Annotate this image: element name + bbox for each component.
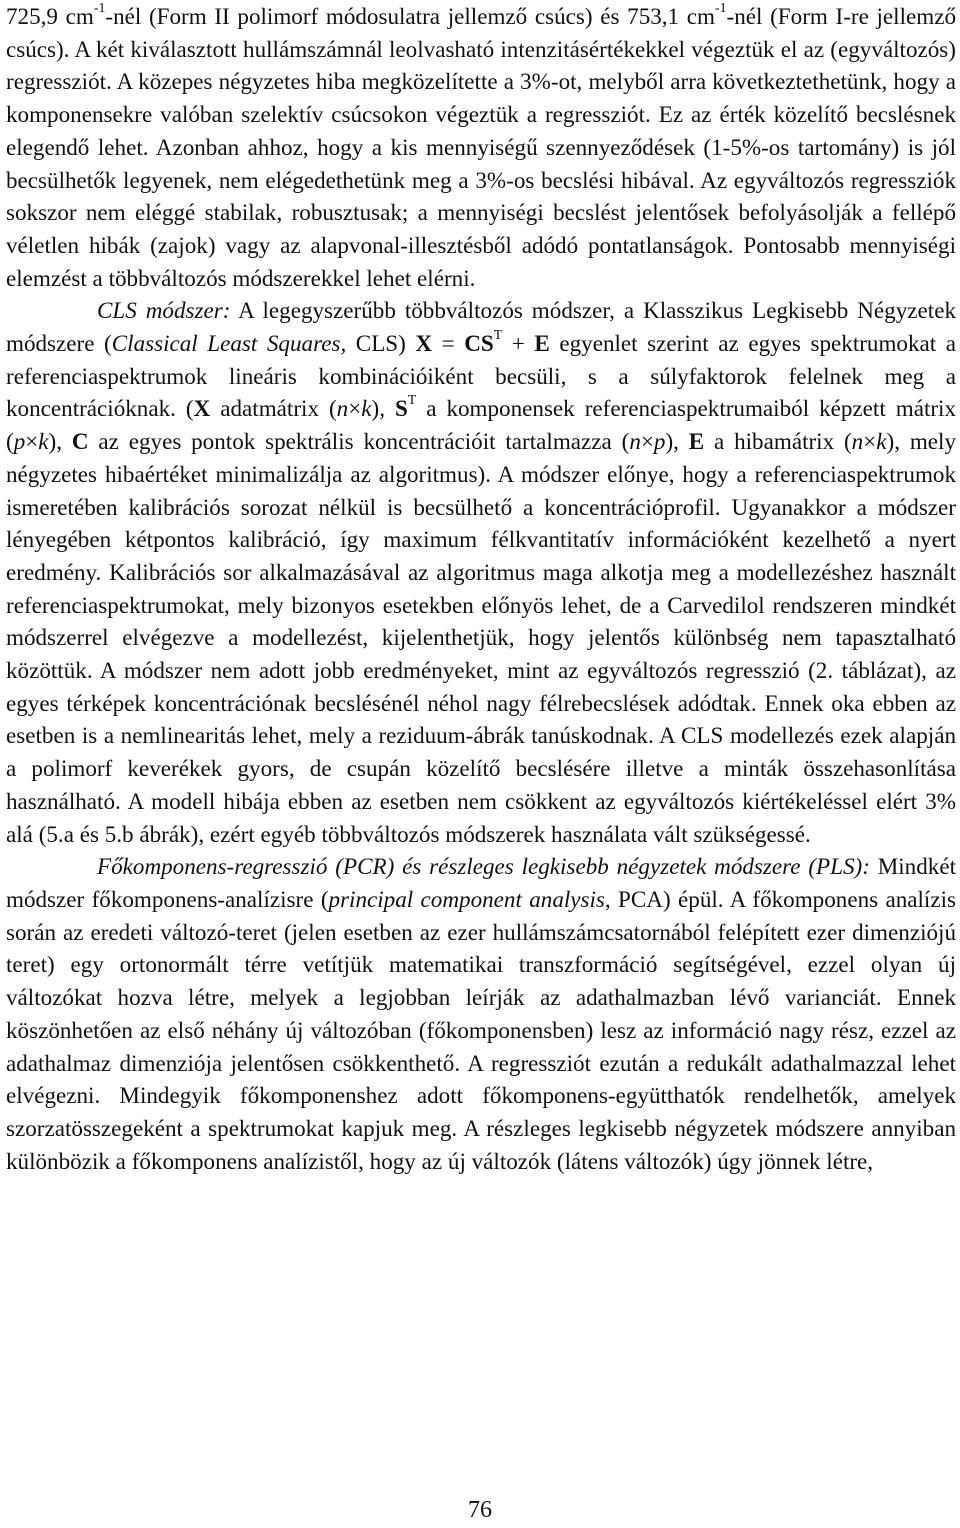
matrix-symbol: X <box>415 330 433 357</box>
text-span: a komponensek referenciaspektrumaiból képzett mátrix ( <box>6 395 957 455</box>
paragraph-regression-intro <box>6 0 956 294</box>
text-span: ), <box>48 428 72 455</box>
text-span: adatmátrix ( <box>210 395 337 422</box>
superscript: -1 <box>93 0 106 16</box>
times-symbol: × <box>863 428 877 455</box>
matrix-symbol: E <box>688 428 705 455</box>
matrix-symbol: C <box>71 428 89 455</box>
paragraph-pcr-pls <box>6 850 956 1177</box>
variable: n <box>336 395 349 422</box>
variable: n <box>851 428 864 455</box>
times-symbol: × <box>640 428 654 455</box>
superscript: T <box>493 327 503 343</box>
document-page <box>6 0 956 1177</box>
text-span: A legegyszerűbb többváltozós módszer, a Klasszikus Legkisebb Négyzetek módszere ( <box>6 297 956 357</box>
paragraph-cls-method <box>6 294 956 850</box>
text-span: az egyes pontok spektrális koncentrációit tartalmazza ( <box>88 428 630 455</box>
text-span: ), <box>371 395 395 422</box>
text-span: a hibamátrix ( <box>704 428 852 455</box>
page-number: 76 <box>468 1497 492 1523</box>
variable: n <box>629 428 641 455</box>
variable: k <box>361 395 372 422</box>
variable: p <box>13 428 26 455</box>
matrix-symbol: X <box>193 395 211 422</box>
italic-term: Classical Least Squares <box>111 330 341 357</box>
section-heading-pcr-pls: Főkomponens-regresszió (PCR) és részleges legkisebb négyzetek módszere (PLS): <box>97 853 870 880</box>
italic-term: principal component analysis <box>328 885 605 912</box>
text-span: , PCA) épül. A főkomponens analízis során az eredeti változó-teret (jelen esetben az ezer hullámszámcsatornából felépített ezer dimenziójú teret) egy ortonormált térre vetítjük matematikai transzformáció segítségével, ezzel olyan új változókat hozva létre, melyek a legjobban leírják az adathalmazban lévő varianciát. Ennek köszönhetően az első néhány új változóban (főkomponensben) lesz az információ nagy rész, ezzel az adathalmaz dimenziója jelentősen csökkenthető. A regressziót ezután a redukált adathalmazzal lehet elvégezni. Mindegyik főkomponenshez adott főkomponens-együtthatók rendelhetők, amelyek szorzatösszegeként a spektrumokat kapjuk meg. A részleges legkisebb négyzetek módszere annyiban különbözik a főkomponens analízistől, hogy az új változók (látens változók) úgy jönnek létre, <box>6 885 956 1174</box>
matrix-symbol: S <box>394 395 408 422</box>
matrix-symbol: E <box>534 330 550 357</box>
text-span: ), mely négyzetes hibaértéket minimalizálja az algoritmus). A módszer előnye, hogy a referenciaspektrumok ismeretében kalibrációs sorozat nélkül is becsülhető a koncentrációprofil. Ugyanakkor a módszer lényegében kétpontos kalibráció, így maximum félkvantitatív információként kezelhető a nyert eredmény. Kalibrációs sor alkalmazásával az algoritmus maga alkotja meg a modellezéshez használt referenciaspektrumokat, mely bizonyos esetekben előnyös lehet, de a Carvedilol rendszeren mindkét módszerrel elvégezve a modellezést, kijelenthetjük, hogy jelentős különbség nem tapasztalható közöttük. A módszer nem adott jobb eredményeket, mint az egyváltozós regresszió (2. táblázat), az egyes térképek koncentrációnak becslésénél néhol nagy félrebecslések adódtak. Ennek oka ebben az esetben is a nemlinearitás lehet, mely a reziduum-ábrák tanúskodnak. A CLS modellezés ezek alapján a polimorf keverékek gyors, de csupán közelítő becslésére illetve a minták összehasonlítása használható. A modell hibája ebben az esetben nem csökkent az egyváltozós kiértékeléssel elért 3% alá (5.a és 5.b ábrák), ezért egyéb többváltozós módszerek használata vált szükségessé. <box>6 428 956 847</box>
text-span: -nél (Form II polimorf módosulatra jellemző csúcs) és 753,1 cm <box>105 3 715 29</box>
text-span: ), <box>665 428 689 455</box>
text-span: 725,9 cm <box>6 3 94 29</box>
text-span: Mindkét módszer főkomponens-analízisre ( <box>6 853 956 912</box>
times-symbol: × <box>348 395 362 422</box>
variable: p <box>653 428 666 455</box>
variable: k <box>38 428 49 455</box>
text-span: , CLS) <box>340 330 416 357</box>
times-symbol: × <box>25 428 39 455</box>
equation-operator: = <box>432 330 465 357</box>
variable: k <box>876 428 887 455</box>
text-span: egyenlet szerint az egyes spektrumokat a referenciaspektrumok lineáris kombinációiként becsüli, s a súlyfaktorok felelnek meg a koncentrációknak. ( <box>6 330 957 422</box>
equation-operator: + <box>502 330 535 357</box>
superscript: T <box>407 392 417 408</box>
matrix-symbol: CS <box>464 330 494 357</box>
superscript: -1 <box>715 0 727 16</box>
section-heading-cls: CLS módszer: <box>97 297 231 324</box>
text-span: -nél (Form I-re jellemző csúcs). A két kiválasztott hullámszámnál leolvasható intenzitásértékekkel végeztük el az (egyváltozós) regressziót. A közepes négyzetes hiba megközelítette a 3%-ot, melyből arra következtethetünk, hogy a komponensekre valóban szelektív csúcsokon végeztük a regressziót. Ez az érték közelítő becslésnek elegendő lehet. Azonban ahhoz, hogy a kis mennyiségű szennyeződések (1-5%-os tartomány) is jól becsülhetők legyenek, nem elégedethetünk meg a 3%-os becslési hibával. Az egyváltozós regressziók sokszor nem eléggé stabilak, robusztusak; a mennyiségi becslést jelentősek befolyásolják a fellépő véletlen hibák (zajok) vagy az alapvonal-illesztésből adódó pontatlanságok. Pontosabb mennyiségi elemzést a többváltozós módszerekkel lehet elérni. <box>6 3 957 291</box>
